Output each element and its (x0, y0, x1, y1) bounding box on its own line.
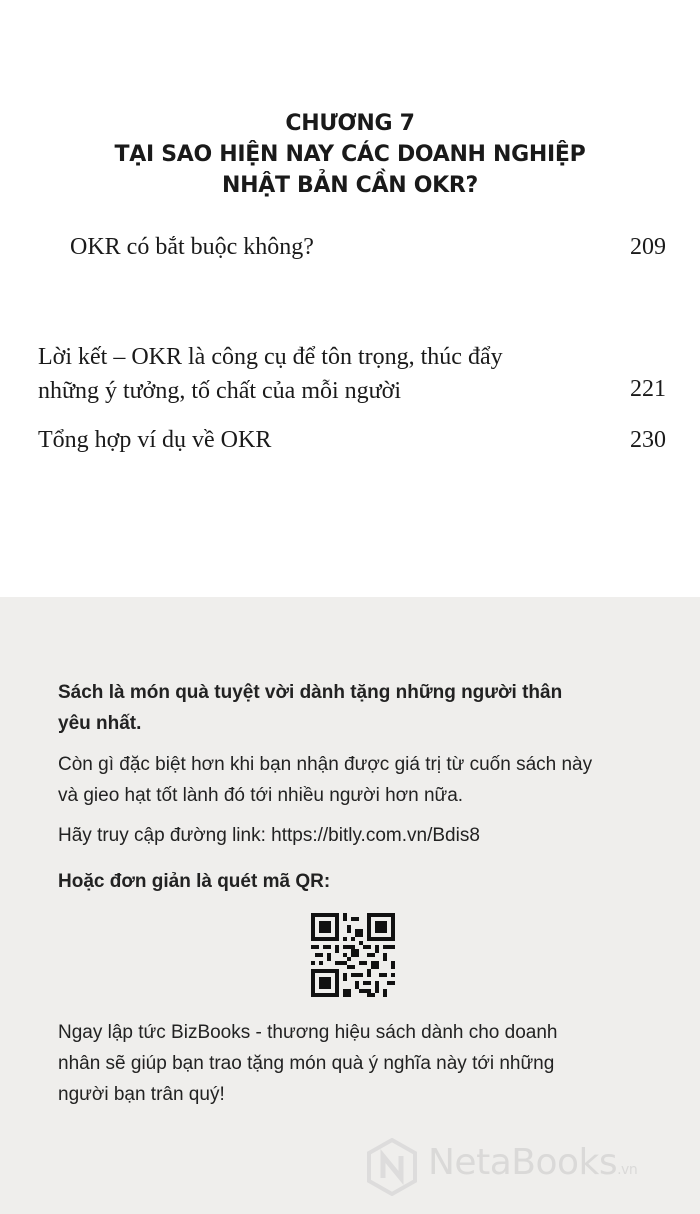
promo-body-line1: Còn gì đặc biệt hơn khi bạn nhận được giá trị từ cuốn sách này (58, 754, 593, 775)
watermark-text (428, 1142, 637, 1183)
promo-closing (58, 1017, 658, 1110)
chapter-heading (0, 108, 700, 201)
qr-label: Hoặc đơn giản là quét mã QR: (58, 871, 331, 892)
netabooks-logo-icon (366, 1138, 418, 1196)
promo-closing-line3: người bạn trân quý! (58, 1084, 225, 1105)
toc-entry[interactable] (38, 340, 666, 410)
qr-code[interactable] (311, 913, 395, 997)
toc-entry-page: 230 (630, 427, 666, 453)
promo-body (58, 749, 658, 811)
chapter-title-line2: NHẬT BẢN CẦN OKR? (222, 173, 478, 198)
toc-entry-title: OKR có bắt buộc không? (70, 234, 314, 260)
watermark (366, 1138, 686, 1198)
promo-closing-line2: nhân sẽ giúp bạn trao tặng món quà ý nghĩa này tới những (58, 1053, 555, 1074)
chapter-number: CHƯƠNG 7 (285, 111, 415, 136)
promo-headline (58, 677, 658, 739)
chapter-title-line1: TẠI SAO HIỆN NAY CÁC DOANH NGHIỆP (114, 142, 586, 167)
toc-entry[interactable] (38, 427, 666, 461)
toc-entry-title-line2: những ý tưởng, tố chất của mỗi người (38, 378, 402, 404)
toc-page-section (0, 0, 700, 597)
promo-body-line2: và gieo hạt tốt lành đó tới nhiều người hơn nữa. (58, 785, 464, 806)
toc-entry-title: Tổng hợp ví dụ về OKR (38, 427, 272, 453)
promo-headline-line2: yêu nhất. (58, 713, 142, 734)
toc-entry-page: 221 (630, 376, 666, 402)
promo-closing-line1: Ngay lập tức BizBooks - thương hiệu sách dành cho doanh (58, 1022, 558, 1043)
watermark-brand: NetaBooks (428, 1142, 618, 1183)
toc-entry-title-line1: Lời kết – OKR là công cụ để tôn trọng, thúc đẩy (38, 344, 503, 370)
toc-entry-page: 209 (630, 234, 666, 260)
promo-headline-line1: Sách là món quà tuyệt vời dành tặng những người thân (58, 682, 563, 703)
toc-entry-title (38, 340, 503, 408)
toc-entry[interactable] (70, 234, 666, 268)
promo-link[interactable]: Hãy truy cập đường link: https://bitly.com.vn/Bdis8 (58, 825, 480, 846)
watermark-suffix: .vn (617, 1162, 638, 1178)
